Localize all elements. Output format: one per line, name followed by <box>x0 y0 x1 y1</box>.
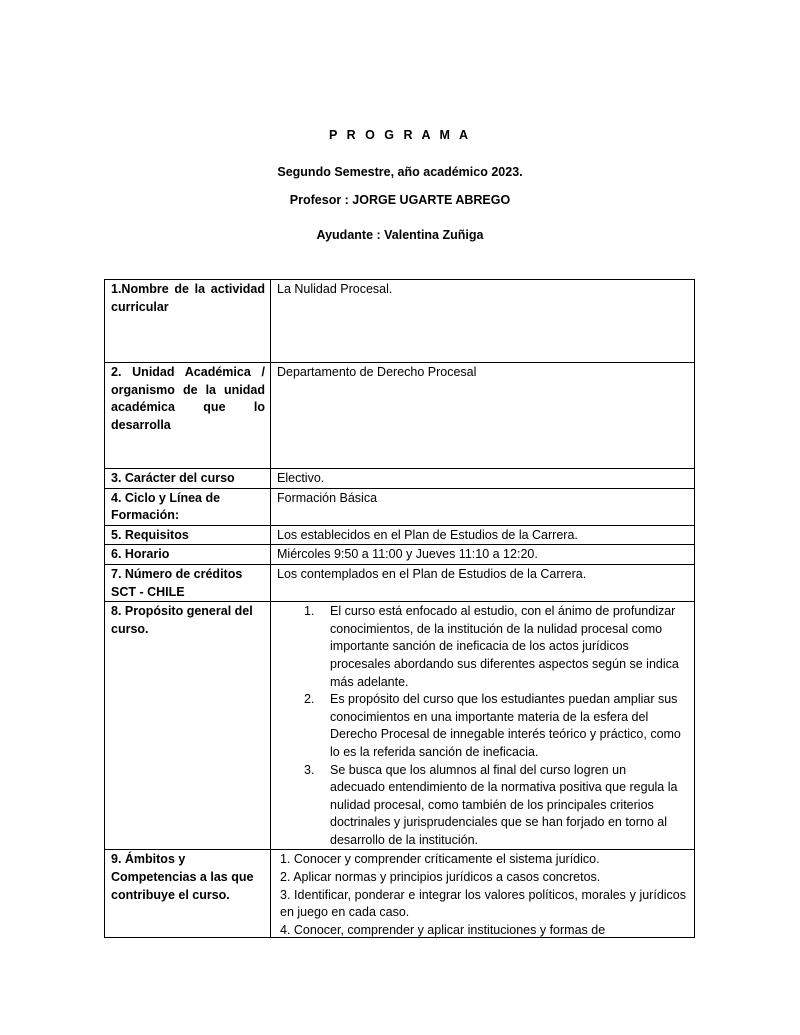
competency-item: 4. Conocer, comprender y aplicar instituciones y formas de <box>280 922 606 937</box>
row-label: 4. Ciclo y Línea de Formación: <box>105 488 271 525</box>
list-number: 2. <box>304 692 315 707</box>
row-value: Electivo. <box>271 469 695 489</box>
list-number: 1. <box>304 604 315 619</box>
list-text: El curso está enfocado al estudio, con el ánimo de profundizar conocimientos, de la institución de la nulidad procesal como importante sanción de ineficacia de los actos jurídicos procesales abordando sus diferentes aspectos según se indica más adelante. <box>330 604 679 689</box>
purpose-list <box>277 603 689 849</box>
row-value: Los establecidos en el Plan de Estudios de la Carrera. <box>271 525 695 545</box>
row-label: 2. Unidad Académica / organismo de la unidad académica que lo desarrolla <box>105 363 271 469</box>
row-label: 7. Número de créditos SCT - CHILE <box>105 564 271 601</box>
list-text: Se busca que los alumnos al final del curso logren un adecuado entendimiento de la normativa positiva que regula la nulidad procesal, como también de los principales criterios doctrinales y jurisprudenciales que se han forjado en torno al desarrollo de la institución. <box>330 762 678 847</box>
table-row <box>105 363 695 469</box>
row-label: 3. Carácter del curso <box>105 469 271 489</box>
page-title: P R O G R A M A <box>329 128 471 142</box>
assistant-line: Ayudante : Valentina Zuñiga <box>316 228 484 242</box>
row-value: Los contemplados en el Plan de Estudios de la Carrera. <box>271 564 695 601</box>
competency-item: 2. Aplicar normas y principios jurídicos a casos concretos. <box>280 870 601 885</box>
row-value: Miércoles 9:50 a 11:00 y Jueves 11:10 a 12:20. <box>271 545 695 565</box>
row-label: 5. Requisitos <box>105 525 271 545</box>
row-label: 1.Nombre de la actividad curricular <box>105 280 271 363</box>
list-number: 3. <box>304 762 315 777</box>
table-row-competencies <box>105 850 695 938</box>
list-text: Es propósito del curso que los estudiantes puedan ampliar sus conocimientos en una importante materia de la esfera del Derecho Procesal de innegable interés teórico y práctico, como lo es la referida sanción de ineficacia. <box>330 692 681 759</box>
competency-item: 3. Identificar, ponderar e integrar los valores políticos, morales y jurídicos en juego en cada caso. <box>280 887 686 920</box>
semester-line: Segundo Semestre, año académico 2023. <box>277 165 523 179</box>
purpose-list-cell <box>271 602 695 850</box>
table-row-purpose <box>105 602 695 850</box>
row-label: 6. Horario <box>105 545 271 565</box>
row-value: La Nulidad Procesal. <box>271 280 695 363</box>
competencies-cell <box>271 850 695 938</box>
table-row <box>105 525 695 545</box>
table-row <box>105 488 695 525</box>
professor-line: Profesor : JORGE UGARTE ABREGO <box>289 193 511 207</box>
table-row <box>105 280 695 363</box>
row-value: Departamento de Derecho Procesal <box>271 363 695 469</box>
program-table <box>104 279 695 938</box>
competency-item: 1. Conocer y comprender críticamente el sistema jurídico. <box>280 852 600 867</box>
row-label: 9. Ámbitos y Competencias a las que contribuye el curso. <box>105 850 271 938</box>
row-value: Formación Básica <box>271 488 695 525</box>
list-item <box>277 691 689 761</box>
row-label: 8. Propósito general del curso. <box>105 602 271 850</box>
table-row <box>105 545 695 565</box>
list-item <box>277 603 689 691</box>
table-row <box>105 564 695 601</box>
table-row <box>105 469 695 489</box>
list-item <box>277 762 689 850</box>
